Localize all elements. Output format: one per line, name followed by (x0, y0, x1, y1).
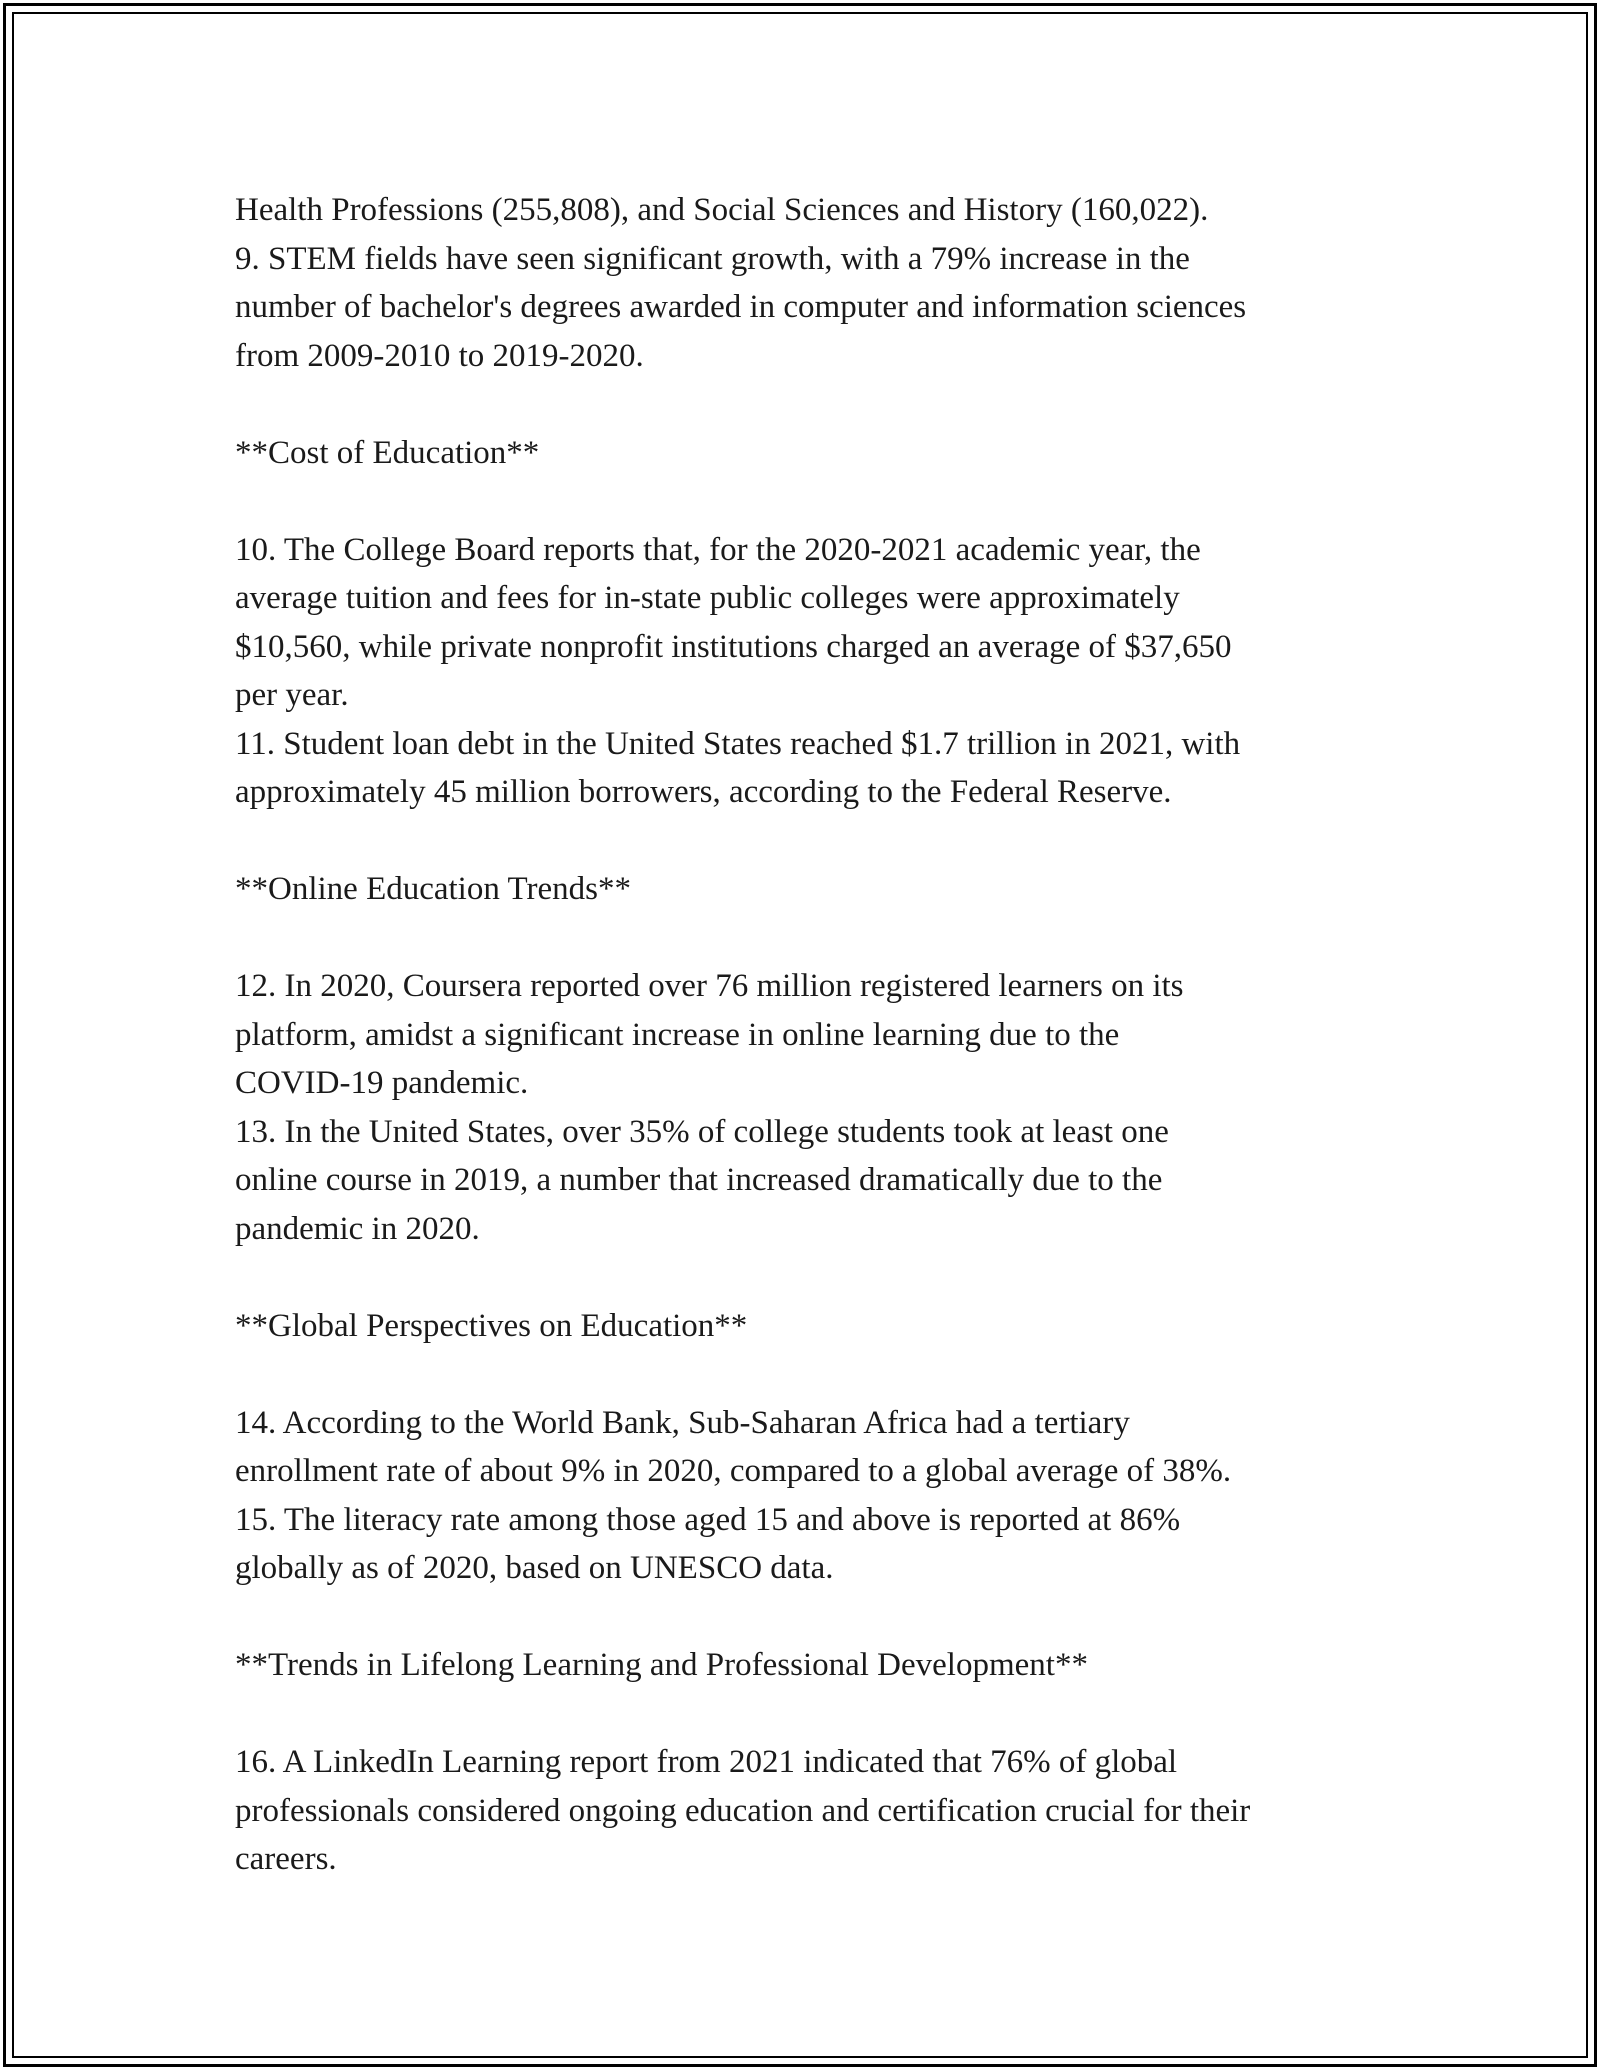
text-line: COVID-19 pandemic. (235, 1065, 529, 1101)
text-line: from 2009-2010 to 2019-2020. (235, 337, 644, 374)
block-spacer (235, 1350, 1375, 1399)
text-line: 15. The literacy rate among those aged 15 and above is reported at 86% (235, 1501, 1181, 1538)
text-line: average tuition and fees for in-state public colleges were approximately (235, 580, 1180, 616)
text-line: number of bachelor's degrees awarded in computer and information sciences (235, 289, 1247, 325)
text-line: professionals considered ongoing education and certification crucial for their (235, 1792, 1251, 1829)
heading-text: **Cost of Education** (235, 434, 540, 471)
block-spacer (235, 1690, 1375, 1739)
paragraph (235, 1738, 1375, 1884)
block-spacer (235, 914, 1375, 963)
text-line: 11. Student loan debt in the United States reached $1.7 trillion in 2021, with (235, 725, 1241, 762)
paragraph (235, 526, 1375, 817)
block-spacer (235, 817, 1375, 866)
text-line: 16. A LinkedIn Learning report from 2021 indicated that 76% of global (235, 1744, 1178, 1780)
block-spacer (235, 1253, 1375, 1302)
text-line: enrollment rate of about 9% in 2020, compared to a global average of 38%. (235, 1453, 1232, 1489)
paragraph (235, 186, 1375, 380)
paragraph (235, 1399, 1375, 1593)
heading-text: **Global Perspectives on Education** (235, 1307, 748, 1344)
section-heading (235, 429, 1375, 478)
section-heading (235, 1641, 1375, 1690)
heading-text: **Trends in Lifelong Learning and Professional Development** (235, 1647, 1088, 1683)
text-line: careers. (235, 1841, 337, 1877)
text-line: 12. In 2020, Coursera reported over 76 million registered learners on its (235, 968, 1184, 1004)
text-line: per year. (235, 677, 349, 713)
text-line: 10. The College Board reports that, for the 2020-2021 academic year, the (235, 531, 1201, 568)
text-line: 9. STEM fields have seen significant growth, with a 79% increase in the (235, 240, 1190, 277)
text-line: platform, amidst a significant increase in online learning due to the (235, 1016, 1120, 1053)
text-line: 14. According to the World Bank, Sub-Saharan Africa had a tertiary (235, 1404, 1130, 1441)
text-line: globally as of 2020, based on UNESCO data. (235, 1550, 834, 1586)
text-line: approximately 45 million borrowers, according to the Federal Reserve. (235, 774, 1172, 810)
text-line: $10,560, while private nonprofit institutions charged an average of $37,650 (235, 628, 1232, 665)
block-spacer (235, 380, 1375, 429)
text-line: pandemic in 2020. (235, 1210, 480, 1247)
section-heading (235, 1302, 1375, 1351)
section-heading (235, 865, 1375, 914)
document-body (235, 186, 1375, 1884)
text-line: 13. In the United States, over 35% of college students took at least one (235, 1113, 1169, 1150)
block-spacer (235, 1593, 1375, 1642)
block-spacer (235, 477, 1375, 526)
text-line: online course in 2019, a number that increased dramatically due to the (235, 1162, 1163, 1198)
heading-text: **Online Education Trends** (235, 871, 631, 907)
text-line: Health Professions (255,808), and Social Sciences and History (160,022). (235, 192, 1209, 228)
paragraph (235, 962, 1375, 1253)
